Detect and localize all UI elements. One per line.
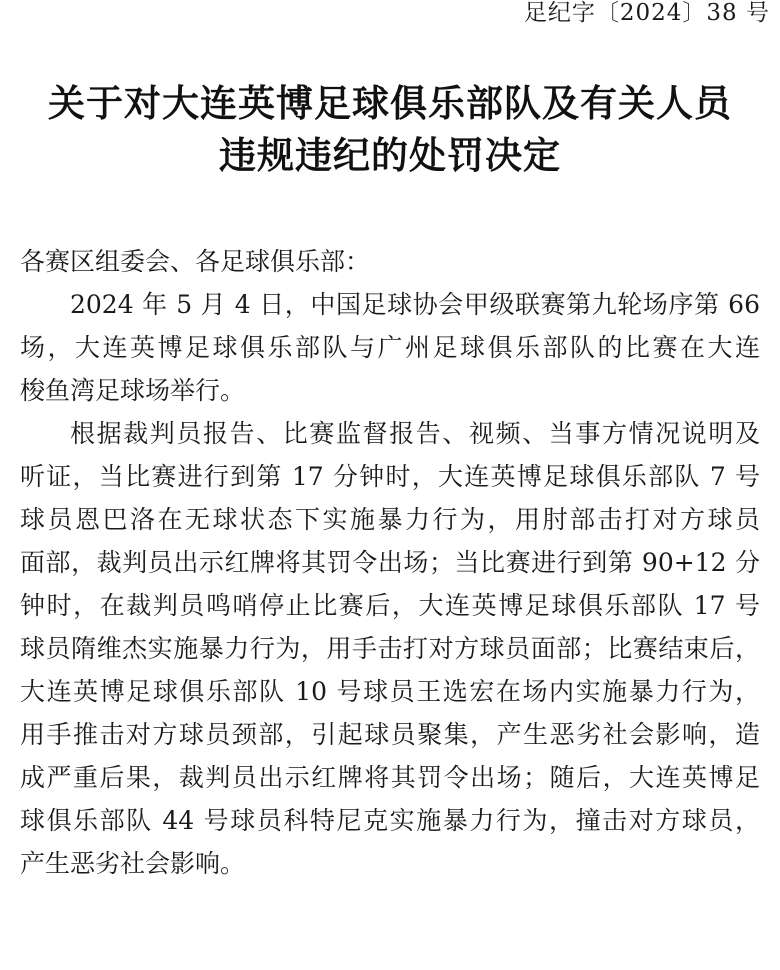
body-line: 场，大连英博足球俱乐部队与广州足球俱乐部队的比赛在大连 [20,333,760,362]
body-line: 梭鱼湾足球场举行。 [20,376,246,405]
title-line: 关于对大连英博足球俱乐部队及有关人员 [48,82,732,125]
body-line: 钟时，在裁判员鸣哨停止比赛后，大连英博足球俱乐部队 17 号 [20,591,760,620]
body-line: 球员恩巴洛在无球状态下实施暴力行为，用肘部击打对方球员 [20,505,760,534]
document-body [20,240,760,885]
body-line: 根据裁判员报告、比赛监督报告、视频、当事方情况说明及 [70,419,760,448]
body-line: 球俱乐部队 44 号球员科特尼克实施暴力行为，撞击对方球员， [20,806,760,835]
body-line: 成严重后果，裁判员出示红牌将其罚令出场；随后，大连英博足 [20,763,760,792]
document-title [0,78,780,182]
body-line: 产生恶劣社会影响。 [20,849,246,878]
title-line: 违规违纪的处罚决定 [219,134,561,177]
body-line: 大连英博足球俱乐部队 10 号球员王选宏在场内实施暴力行为， [20,677,760,706]
body-line: 2024 年 5 月 4 日，中国足球协会甲级联赛第九轮场序第 66 [70,290,760,319]
document-number: 足纪字〔2024〕38 号 [523,0,770,26]
body-line: 面部，裁判员出示红牌将其罚令出场；当比赛进行到第 90+12 分 [20,548,760,577]
body-line: 球员隋维杰实施暴力行为，用手击打对方球员面部；比赛结束后， [20,634,760,663]
salutation: 各赛区组委会、各足球俱乐部： [20,247,371,276]
body-line: 听证，当比赛进行到第 17 分钟时，大连英博足球俱乐部队 7 号 [20,462,760,491]
body-line: 用手推击对方球员颈部，引起球员聚集，产生恶劣社会影响，造 [20,720,760,749]
